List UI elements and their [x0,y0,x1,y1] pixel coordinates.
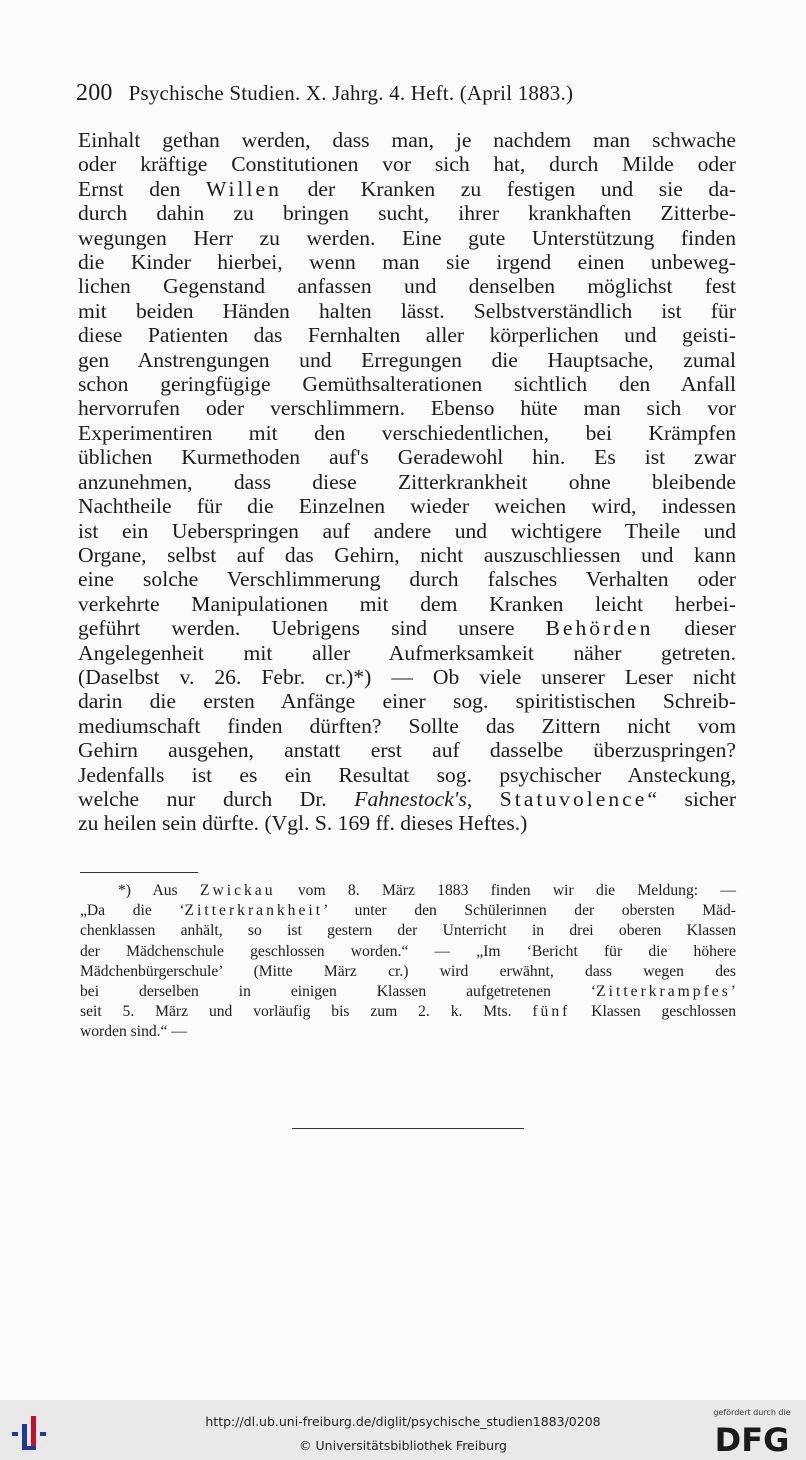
body-text-line: oder kräftige Constitutionen vor sich hat, durch Milde oder [78,152,736,177]
footnote-line: chenklassen anhält, so ist gestern der Unterricht in drei oberen Klassen [80,922,736,940]
body-text-line: eine solche Verschlimmerung durch falsches Verhalten oder [78,567,736,592]
dfg-wordmark-icon [710,1421,794,1455]
body-text-line: Angelegenheit mit aller Aufmerksamkeit näher getreten. [78,640,736,665]
footnote-line: *) Aus Zwickau vom 8. März 1883 finden wir die Meldung: — [118,882,737,899]
body-text-line: Ernst den Willen der Kranken zu festigen und sie da- [78,176,736,201]
body-text-line: lichen Gegenstand anfassen und denselben möglichst fest [78,274,736,299]
body-text-line: diese Patienten das Fernhalten aller körperlichen und geisti- [78,323,736,348]
spaced-emphasis: fünf [532,1003,571,1021]
body-text-line: Jedenfalls ist es ein Resultat sog. psychischer Ansteckung, [78,762,736,787]
dfg-wordmark: DFG [714,1421,790,1455]
body-text-line: ist ein Ueberspringen auf andere und wichtigere Theile und [78,518,736,543]
italic-emphasis: Fahnestock's [354,786,467,811]
body-text-line: hervorrufen oder verschlimmern. Ebenso hüte man sich vor [78,396,736,421]
body-text-line: Nachtheile für die Einzelnen wieder weichen wird, indessen [78,494,736,519]
body-text [78,128,736,836]
spaced-emphasis: Willen [206,176,282,201]
spaced-emphasis: Statuvolence [499,786,648,811]
spaced-emphasis: Behörden [545,616,654,641]
footnote-line: der Mädchenschule geschlossen worden.“ — „Im ‘Bericht für die höhere [80,942,736,960]
footnote [80,881,736,1043]
footnote-line: seit 5. März und vorläufig bis zum 2. k. Mts. fünf Klassen geschlossen [80,1003,736,1021]
page-number: 200 [76,80,113,106]
body-text-line: anzunehmen, dass diese Zitterkrankheit ohne bleibende [78,469,736,494]
viewer-footer [0,1400,806,1460]
dfg-tagline: gefördert durch die [713,1408,791,1417]
body-text-line: verkehrte Manipulationen mit dem Kranken leicht herbei- [78,591,736,616]
body-text-line: Gehirn ausgehen, anstatt erst auf dasselbe überzuspringen? [78,738,736,763]
running-title: Psychische Studien. X. Jahrg. 4. Heft. (April 1883.) [128,81,574,105]
body-text-line: wegungen Herr zu werden. Eine gute Unterstützung finden [78,225,736,250]
footnote-line: worden sind.“ — [80,1023,187,1041]
end-divider [292,1128,524,1129]
body-text-line: darin die ersten Anfänge einer sog. spiritistischen Schreib- [78,689,736,714]
footnote-line: „Da die ‘Zitterkrankheit’ unter den Schülerinnen der obersten Mäd- [80,902,736,920]
spaced-emphasis: Zitterkrankheit [184,902,324,920]
footnote-divider [80,872,198,873]
footnote-line: Mädchenbürgerschule’ (Mitte März cr.) wird erwähnt, dass wegen des [80,962,736,980]
body-text-line: üblichen Kurmethoden auf's Geradewohl hin. Es ist zwar [78,445,736,470]
body-text-line: mediumschaft finden dürften? Sollte das Zittern nicht vom [78,713,736,738]
running-header [76,80,716,107]
body-text-line: zu heilen sein dürfte. (Vgl. S. 169 ff. dieses Heftes.) [78,811,528,836]
spaced-emphasis: Zitterkrampfes [596,983,731,1001]
footnote-line: bei derselben in einigen Klassen aufgetretenen ‘Zitterkrampfes’ [80,983,736,1001]
spaced-emphasis: Zwickau [199,882,276,899]
body-text-line: gen Anstrengungen und Erregungen die Hauptsache, zumal [78,347,736,372]
permalink-link[interactable]: http://dl.ub.uni-freiburg.de/diglit/psychische_studien1883/0208 [205,1414,601,1429]
copyright-notice: © Universitätsbibliothek Freiburg [299,1438,507,1453]
body-text-line: durch dahin zu bringen sucht, ihrer krankhaften Zitterbe- [78,201,736,226]
body-text-line: geführt werden. Uebrigens sind unsere Behörden dieser [78,616,736,641]
body-text-line: Einhalt gethan werden, dass man, je nachdem man schwache [78,128,736,152]
body-text-line: Experimentiren mit den verschiedentlichen, bei Krämpfen [78,420,736,445]
body-text-line: schon geringfügige Gemüthsalterationen sichtlich den Anfall [78,372,736,397]
body-text-line: die Kinder hierbei, wenn man sie irgend einen unbeweg- [78,250,736,275]
body-text-line: mit beiden Händen halten lässt. Selbstverständlich ist für [78,298,736,323]
body-text-line: (Daselbst v. 26. Febr. cr.)*) — Ob viele unserer Leser nicht [78,664,736,689]
body-text-line: welche nur durch Dr. Fahnestock's, Statuvolence“ sicher [78,786,737,811]
dfg-logo[interactable] [704,1408,800,1456]
body-text-line: Organe, selbst auf das Gehirn, nicht auszuschliessen und kann [78,542,736,567]
